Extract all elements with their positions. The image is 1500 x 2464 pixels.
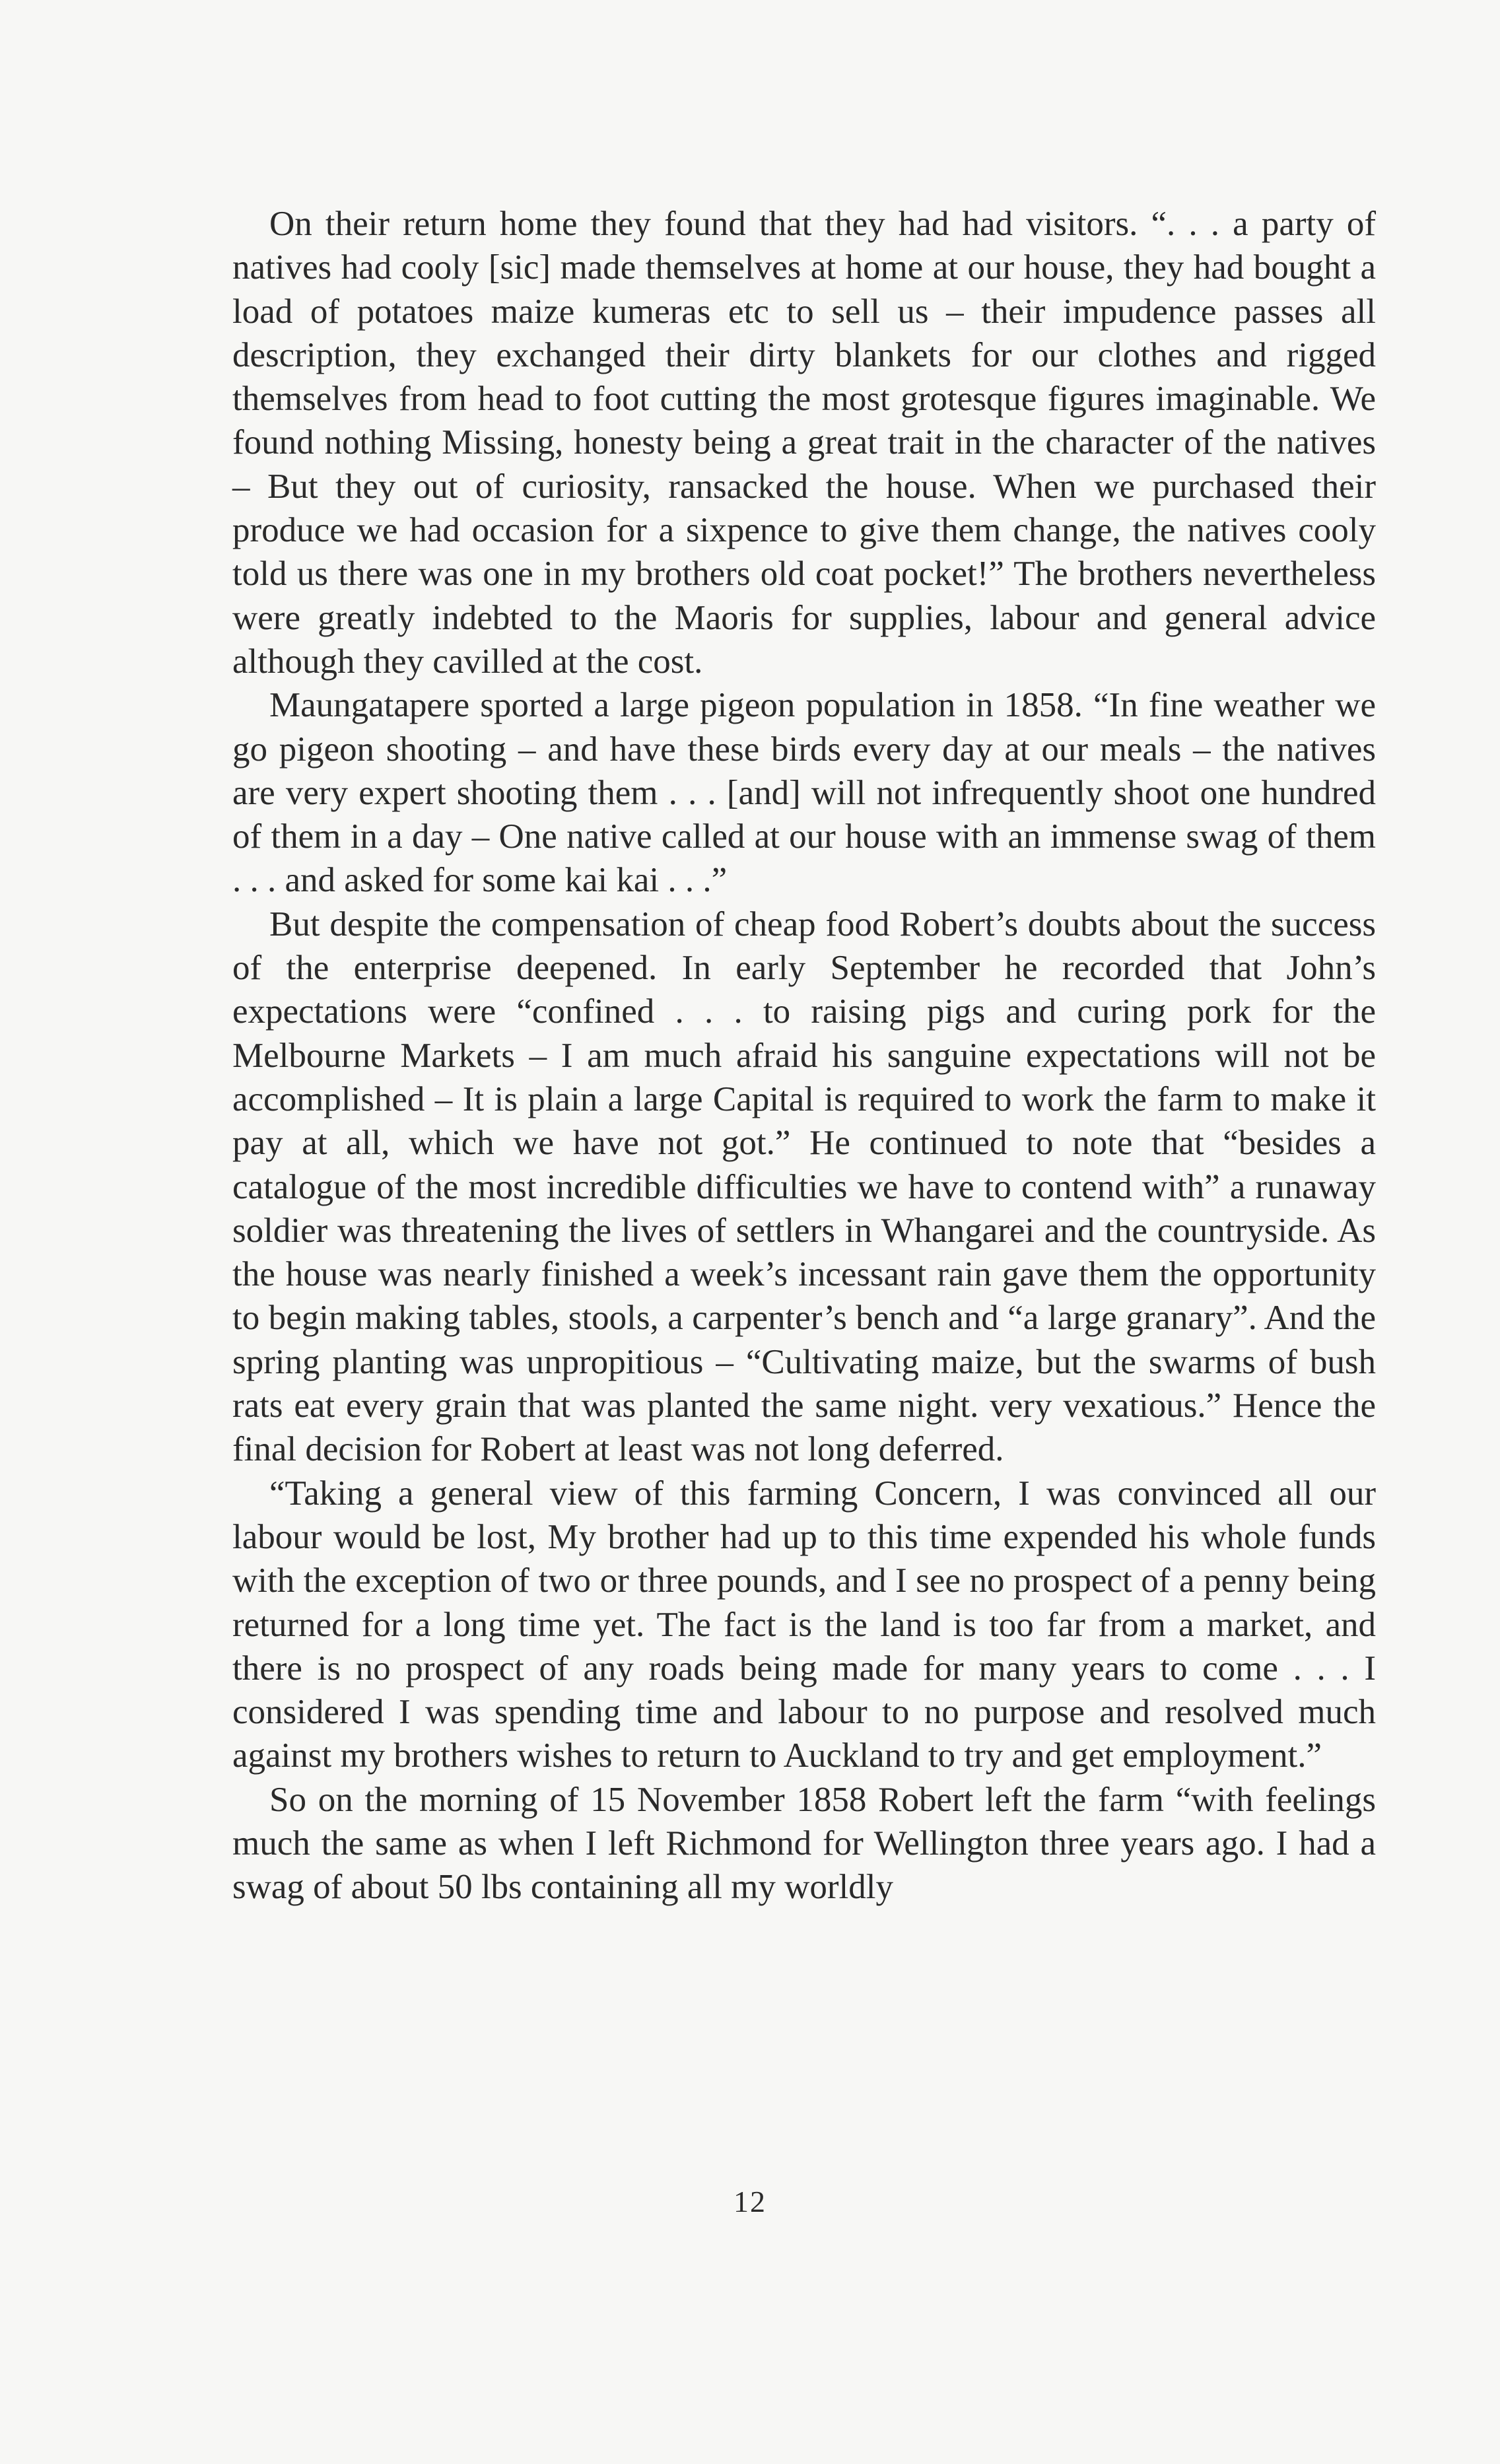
page-number: 12 [733, 2185, 767, 2218]
paragraph-visitors: On their return home they found that they had had visitors. “. . . a party of natives had cooly [sic] made themselves at home at our house, they had bought a load of potatoes maize kumeras etc to sell us – their impudence passes all description, they exchanged their dirty blankets for our clothes and rigged themselves from head to foot cutting the most grotesque figures imaginable. We found nothing Missing, honesty being a great trait in the character of the natives – But they out of curiosity, ransacked the house. When we purchased their produce we had occasion for a sixpence to give them change, the natives cooly told us there was one in my brothers old coat pocket!” The brothers nevertheless were greatly indebted to the Maoris for supplies, labour and general advice although they cavilled at the cost. [232, 205, 1376, 681]
body-text [232, 202, 1376, 1909]
paragraph-doubts: But despite the compensation of cheap food Robert’s doubts about the success of the enterprise deepened. In early September he recorded that John’s expectations were “confined . . . to raising pigs and curing pork for the Melbourne Markets – I am much afraid his sanguine expectations will not be accomplished – It is plain a large Capital is required to work the farm to make it pay at all, which we have not got.” He continued to note that “besides a catalogue of the most incredible difficulties we have to contend with” a runaway soldier was threatening the lives of settlers in Whangarei and the countryside. As the house was nearly finished a week’s incessant rain gave them the opportunity to begin making tables, stools, a carpenter’s bench and “a large granary”. And the spring planting was unpropitious – “Cultivating maize, but the swarms of bush rats eat every grain that was planted the same night. very vexatious.” Hence the final decision for Robert at least was not long deferred. [232, 905, 1376, 1469]
paragraph-pigeons: Maungatapere sported a large pigeon population in 1858. “In fine weather we go pigeon shooting – and have these birds every day at our meals – the natives are very expert shooting them . . . [and] will not infrequently shoot one hundred of them in a day – One native called at our house with an immense swag of them . . . and asked for some kai kai . . .” [232, 686, 1376, 900]
paragraph-departure: So on the morning of 15 November 1858 Robert left the farm “with feelings much the same as when I left Richmond for Wellington three years ago. I had a swag of about 50 lbs containing all my worldly [232, 1780, 1376, 1907]
paragraph-farming-concern: “Taking a general view of this farming Concern, I was convinced all our labour would be lost, My brother had up to this time expended his whole funds with the exception of two or three pounds, and I see no prospect of a penny being returned for a long time yet. The fact is the land is too far from a market, and there is no prospect of any roads being made for many years to come . . . I considered I was spending time and labour to no purpose and resolved much against my brothers wishes to return to Auckland to try and get employment.” [232, 1474, 1376, 1775]
